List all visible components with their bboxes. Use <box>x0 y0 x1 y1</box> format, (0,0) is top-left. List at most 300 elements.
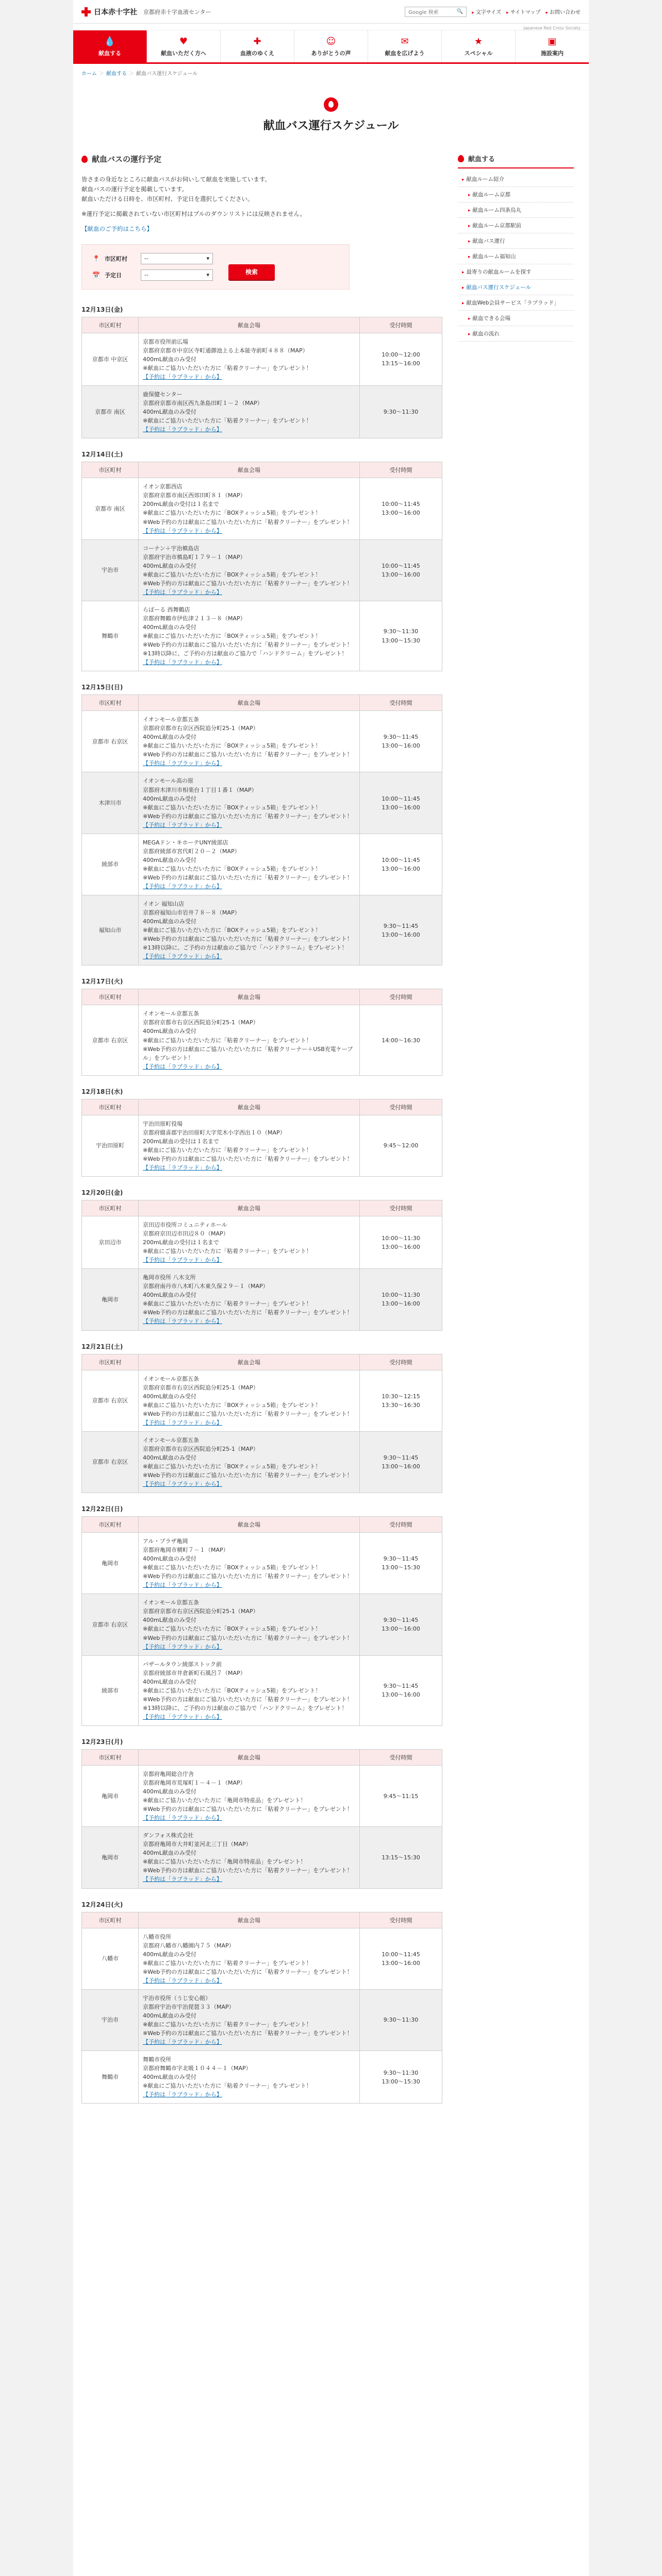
venue-cell <box>139 1005 360 1075</box>
col-header-time: 受付時間 <box>360 1749 442 1765</box>
font-size-link[interactable]: ▸ 文字サイズ <box>472 8 501 15</box>
nav-item-label: スペシャル <box>464 49 493 57</box>
col-header-city: 市区町村 <box>82 989 139 1005</box>
main-column <box>81 154 442 2115</box>
venue-line: イオン 福知山店 <box>143 901 185 908</box>
venue-cell <box>139 386 360 438</box>
address-map-link[interactable]: 京都府宇治市槙島町１７９－１（MAP） <box>143 553 246 561</box>
reservation-link[interactable]: 【予約は「ラブラッド」から】 <box>143 374 222 381</box>
venue-line: ※Web予約の方は献血にご協力いただいた方に「粘着クリーナー」をプレゼント！ <box>143 812 353 820</box>
venue-line: 400mL献血のみ受付 <box>143 795 196 802</box>
address-map-link[interactable]: 京都府京都市右京区西院追分町25-1（MAP） <box>143 1445 259 1452</box>
venue-line: イオンモール京都五条 <box>143 1599 200 1606</box>
bag-icon: ✚ <box>253 36 261 47</box>
venue-cell <box>139 2051 360 2104</box>
col-header-venue: 献血会場 <box>139 1200 360 1216</box>
venue-line: ※献血にご協力いただいた方に「BOXティッシュ5箱」をプレゼント！ <box>143 865 321 872</box>
time-cell <box>360 1005 442 1075</box>
address-map-link[interactable]: 京都府木津川市相楽台１丁目１番１（MAP） <box>143 786 257 793</box>
nav-item-label: 献血を広げよう <box>385 49 425 57</box>
venue-cell <box>139 1269 360 1330</box>
venue-line: ※献血にご協力いただいた方に「BOXティッシュ5箱」をプレゼント！ <box>143 571 321 578</box>
sitemap-link[interactable]: ▸ サイトマップ <box>506 8 540 15</box>
reservation-link[interactable]: 【予約は「ラブラッド」から】 <box>143 1815 222 1822</box>
venue-cell <box>139 1594 360 1655</box>
day-block <box>81 977 442 1075</box>
col-header-venue: 献血会場 <box>139 1749 360 1765</box>
col-header-venue: 献血会場 <box>139 1354 360 1370</box>
time-slot: 9:30〜11:45 <box>383 1454 419 1461</box>
venue-cell <box>139 711 360 772</box>
venue-line: ※献血にご協力いただいた方に「BOXティッシュ5箱」をプレゼント！ <box>143 633 321 640</box>
venue-line: ※献血にご協力いただいた方に「亀岡市特産品」をプレゼント！ <box>143 1797 306 1804</box>
day-block <box>81 450 442 671</box>
time-slot: 9:45〜11:15 <box>383 1792 419 1800</box>
date-select[interactable]: -- ▾ <box>141 269 213 281</box>
time-slot: 9:30〜11:45 <box>383 734 419 741</box>
time-slot: 13:00〜16:00 <box>382 1959 420 1967</box>
schedule-table <box>81 989 442 1075</box>
venue-line: ※Web予約の方は献血にご協力いただいた方に「粘着クリーナー」をプレゼント！ <box>143 1968 353 1975</box>
time-cell <box>360 386 442 438</box>
day-date: 12月13日(金) <box>81 306 123 313</box>
reservation-link[interactable]: 【予約は「ラブラッド」から】 <box>143 1164 222 1171</box>
time-cell <box>360 1269 442 1330</box>
day-date: 12月15日(日) <box>81 684 123 691</box>
city-cell: 亀岡市 <box>82 1765 139 1826</box>
header-utilities <box>405 7 581 17</box>
reservation-link[interactable]: 【予約は「ラブラッド」から】 <box>143 527 222 534</box>
reservation-link[interactable]: 【予約は「ラブラッド」から】 <box>143 1713 222 1720</box>
day-date: 12月24日(火) <box>81 1901 123 1908</box>
address-map-link[interactable]: 京都府亀岡市横町７－１（MAP） <box>143 1547 229 1554</box>
table-row <box>82 711 442 772</box>
table-row <box>82 1928 442 1989</box>
venue-line: ※献血にご協力いただいた方に「BOXティッシュ5箱」をプレゼント！ <box>143 510 321 517</box>
day-date: 12月20日(金) <box>81 1189 123 1196</box>
reservation-link[interactable]: 【予約は「ラブラッド」から】 <box>143 1481 222 1488</box>
venue-line: ※Web予約の方は献血にご協力いただいた方に「粘着クリーナー」をプレゼント！ <box>143 874 353 881</box>
reservation-link[interactable]: 【予約は「ラブラッド」から】 <box>143 1318 222 1325</box>
intro-line: 皆さまの身近なところに献血バスがお伺いして献血を実施しています。 <box>81 176 271 183</box>
table-row <box>82 1115 442 1176</box>
time-slot: 9:30〜11:45 <box>383 1617 419 1624</box>
address-map-link[interactable]: 京都府綴喜郡宇治田原町大字荒木小字西出１０（MAP） <box>143 1129 286 1136</box>
venue-line: 400mL献血のみ受付 <box>143 1028 196 1035</box>
time-slot: 10:00〜11:45 <box>382 562 420 569</box>
col-header-city: 市区町村 <box>82 462 139 478</box>
nav-item-label: 血液のゆくえ <box>240 49 274 57</box>
address-map-link[interactable]: 京都府亀岡市荒塚町１－４－１（MAP） <box>143 1780 246 1786</box>
calendar-icon: 📅 <box>92 271 100 279</box>
venue-line: ※Web予約の方は献血にご協力いただいた方に「粘着クリーナー」をプレゼント！ <box>143 1471 353 1479</box>
schedule <box>81 305 442 2104</box>
time-slot: 9:30〜11:30 <box>383 2016 419 2024</box>
reservation-link[interactable]: 【予約は「ラブラッド」から】 <box>143 821 222 828</box>
location-pin-icon: 📍 <box>92 255 100 262</box>
col-header-venue: 献血会場 <box>139 1099 360 1115</box>
search-button[interactable]: 検索 <box>228 264 275 280</box>
venue-line: 200mL献血の受付は１名まで <box>143 501 219 508</box>
venue-line: 鹿保健センター <box>143 391 183 398</box>
reservation-link[interactable]: 【予約は「ラブラッド」から】 <box>143 2039 222 2046</box>
nav-item-1[interactable] <box>147 30 221 62</box>
time-slot: 13:00〜16:00 <box>382 1691 420 1699</box>
schedule-table <box>81 1099 442 1177</box>
city-filter <box>92 253 213 264</box>
address-map-link[interactable]: 京都府京田辺市田辺８０（MAP） <box>143 1230 229 1238</box>
nav-item-5[interactable] <box>442 30 516 62</box>
venue-line: 400mL献血のみ受付 <box>143 2012 196 2019</box>
time-slot: 10:00〜11:30 <box>382 1292 420 1299</box>
time-slot: 13:00〜16:00 <box>382 1625 420 1633</box>
time-cell <box>360 333 442 385</box>
col-header-time: 受付時間 <box>360 989 442 1005</box>
venue-line: ※Web予約の方は献血にご協力いただいた方に「粘着クリーナー」をプレゼント！ <box>143 751 353 758</box>
venue-cell <box>139 895 360 965</box>
reservation-link[interactable]: 【予約は「ラブラッド」から】 <box>143 1063 222 1070</box>
venue-line: イオンモール京都五条 <box>143 1436 200 1444</box>
time-slot: 9:45〜12:00 <box>383 1142 419 1149</box>
time-cell <box>360 711 442 772</box>
venue-cell <box>139 1989 360 2050</box>
venue-cell <box>139 601 360 671</box>
venue-line: 400mL献血のみ受付 <box>143 1850 196 1857</box>
contact-link[interactable]: ▸ お問い合わせ <box>545 8 581 15</box>
nav-item-0[interactable] <box>73 30 147 62</box>
day-date: 12月14日(土) <box>81 451 123 459</box>
venue-cell <box>139 1370 360 1431</box>
nav-item-4[interactable] <box>368 30 442 62</box>
time-cell <box>360 478 442 539</box>
city-cell: 京都市 右京区 <box>82 1370 139 1431</box>
venue-line: 400mL献血のみ受付 <box>143 856 196 863</box>
day-block <box>81 1342 442 1494</box>
address-map-link[interactable]: 京都府綾部市井倉新町石風呂７（MAP） <box>143 1669 246 1676</box>
day-block <box>81 1737 442 1889</box>
col-header-time: 受付時間 <box>360 1912 442 1928</box>
venue-line: 宇治市役所（うじ安心館） <box>143 1994 211 2002</box>
time-slot: 9:30〜11:45 <box>383 922 419 929</box>
page-title: 献血バス運行スケジュール <box>263 120 399 132</box>
city-cell: 亀岡市 <box>82 1269 139 1330</box>
venue-line: ※Web予約の方は献血にご協力いただいた方に「粘着クリーナー」をプレゼント！ <box>143 1309 353 1316</box>
time-slot: 13:00〜16:00 <box>382 931 420 938</box>
city-cell: 京都市 中京区 <box>82 333 139 385</box>
sidebar-item-4[interactable]: ▸ 献血バス運行 <box>458 233 574 249</box>
search-icon[interactable]: 🔍 <box>456 9 464 14</box>
address-map-link[interactable]: 京都府舞鶴市字北吸１０４４－１（MAP） <box>143 2065 252 2072</box>
time-cell <box>360 2051 442 2104</box>
venue-line: 400mL献血のみ受付 <box>143 1454 196 1461</box>
table-row <box>82 2051 442 2104</box>
venue-line: 400mL献血のみ受付 <box>143 1678 196 1685</box>
time-cell <box>360 1765 442 1826</box>
sidebar-title: 献血する <box>458 154 574 168</box>
address-map-link[interactable]: 京都府京都市右京区西院追分町25-1（MAP） <box>143 725 259 732</box>
venue-cell <box>139 1928 360 1989</box>
reservation-link[interactable]: 【予約は「ラブラッド」から】 <box>143 588 222 596</box>
breadcrumb: ホーム ＞ 献血する ＞ 献血バス運行スケジュール <box>81 71 198 77</box>
address-map-link[interactable]: 京都府京都市南区西九条島田町１－２（MAP） <box>143 400 263 407</box>
venue-line: 400mL献血のみ受付 <box>143 1788 196 1795</box>
venue-line: ダンフォス株式会社 <box>143 1832 194 1839</box>
city-select[interactable]: -- ▾ <box>141 253 213 264</box>
venue-line: ※献血にご協力いただいた方に「粘着クリーナー」をプレゼント！ <box>143 417 312 425</box>
city-cell: 京都市 南区 <box>82 478 139 539</box>
city-cell: 亀岡市 <box>82 1533 139 1594</box>
venue-line: ※献血にご協力いただいた方に「BOXティッシュ5箱」をプレゼント！ <box>143 742 321 750</box>
reservation-link[interactable]: 【予約は「ラブラッド」から】 <box>143 1977 222 1984</box>
venue-line: ※Web予約の方は献血にご協力いただいた方に「粘着クリーナー」をプレゼント！ <box>143 1155 353 1162</box>
venue-line: MEGAドン・キホーテUNY綾部店 <box>143 839 228 846</box>
time-slot: 9:30〜11:45 <box>383 1683 419 1690</box>
nav-item-label: 施設案内 <box>541 49 564 57</box>
table-row <box>82 1594 442 1655</box>
time-slot: 14:00〜16:30 <box>382 1037 420 1044</box>
chevron-down-icon: ▾ <box>206 255 209 262</box>
breadcrumb-home[interactable]: ホーム <box>81 71 97 77</box>
time-slot: 9:30〜11:30 <box>383 2069 419 2076</box>
time-slot: 13:00〜16:00 <box>382 1463 420 1470</box>
reservation-link[interactable]: 【予約は「ラブラッド」から】 <box>143 1643 222 1650</box>
day-block <box>81 305 442 438</box>
address-map-link[interactable]: 京都府舞鶴市伊佐津２１３－８（MAP） <box>143 615 246 622</box>
venue-line: 舞鶴市役所 <box>143 2056 171 2063</box>
nav-item-3[interactable] <box>294 30 368 62</box>
table-row <box>82 1989 442 2050</box>
schedule-table <box>81 694 442 965</box>
venue-line: ※献血にご協力いただいた方に「亀岡市特産品」をプレゼント！ <box>143 1858 306 1866</box>
venue-line: イオンモール京都五条 <box>143 716 200 723</box>
address-map-link[interactable]: 京都府京都市右京区西院追分町25-1（MAP） <box>143 1019 259 1026</box>
nav-item-label: ありがとうの声 <box>311 49 351 57</box>
venue-line: ※献血にご協力いただいた方に「BOXティッシュ5箱」をプレゼント！ <box>143 1463 321 1470</box>
table-row <box>82 1827 442 1888</box>
sidebar-item-7[interactable]: ▸ 献血バス運行スケジュール <box>458 280 574 295</box>
time-slot: 10:00〜11:30 <box>382 1234 420 1242</box>
page <box>73 0 589 2576</box>
day-block <box>81 1504 442 1726</box>
venue-cell <box>139 1765 360 1826</box>
day-block <box>81 1188 442 1331</box>
time-cell <box>360 601 442 671</box>
schedule-table <box>81 462 442 671</box>
venue-cell <box>139 834 360 895</box>
venue-line: ※Web予約の方は献血にご協力いただいた方に「粘着クリーナー」をプレゼント！ <box>143 1573 353 1580</box>
time-slot: 13:00〜15:30 <box>382 1564 420 1571</box>
reservation-link[interactable]: 【予約は「ラブラッド」から】 <box>143 1582 222 1589</box>
venue-cell <box>139 333 360 385</box>
time-slot: 13:15〜15:30 <box>382 1854 420 1861</box>
venue-line: 400mL献血のみ受付 <box>143 355 196 363</box>
drop-icon: 💧 <box>104 36 116 47</box>
address-map-link[interactable]: 京都府宇治市宇治琵琶３３（MAP） <box>143 2003 235 2010</box>
venue-cell <box>139 1827 360 1888</box>
org-name: 日本赤十字社 <box>94 8 137 16</box>
col-header-city: 市区町村 <box>82 1517 139 1533</box>
col-header-time: 受付時間 <box>360 1200 442 1216</box>
time-slot: 13:00〜16:00 <box>382 1243 420 1250</box>
reservation-link[interactable]: 【予約は「ラブラッド」から】 <box>143 760 222 767</box>
sidebar-item-2[interactable]: ▸ 献血ルーム四条烏丸 <box>458 202 574 218</box>
address-map-link[interactable]: 京都府綾部市宮代町２０－２（MAP） <box>143 848 240 855</box>
time-slot: 9:30〜11:30 <box>383 409 419 416</box>
sidebar-item-10[interactable]: ▸ 献血の流れ <box>458 326 574 342</box>
venue-line: 200mL献血の受付は１名まで <box>143 1138 219 1145</box>
search-input[interactable]: Google 検索 🔍 <box>405 7 467 17</box>
venue-line: ※献血にご協力いただいた方に「粘着クリーナー」をプレゼント！ <box>143 1146 312 1154</box>
table-row <box>82 1431 442 1493</box>
address-map-link[interactable]: 京都府八幡市八幡園内７５（MAP） <box>143 1942 235 1949</box>
reservation-link[interactable]: 【予約は「ラブラッド」から】 <box>143 1257 222 1264</box>
day-date: 12月17日(火) <box>81 978 123 986</box>
sidebar-list <box>458 172 574 342</box>
table-row <box>82 895 442 965</box>
date-filter <box>92 269 213 281</box>
time-cell <box>360 895 442 965</box>
sidebar-item-1[interactable]: ▸ 献血ルーム京都 <box>458 187 574 202</box>
day-date: 12月22日(日) <box>81 1505 123 1513</box>
venue-line: 400mL献血のみ受付 <box>143 1617 196 1624</box>
time-slot: 13:00〜16:00 <box>382 1300 420 1308</box>
time-cell <box>360 1989 442 2050</box>
city-cell: 京田辺市 <box>82 1216 139 1268</box>
schedule-table <box>81 1749 442 1889</box>
nav-item-2[interactable] <box>221 30 294 62</box>
address-map-link[interactable]: 京都府南丹市八木町八木東久保２９－１（MAP） <box>143 1283 269 1290</box>
col-header-city: 市区町村 <box>82 1354 139 1370</box>
venue-line: 400mL献血のみ受付 <box>143 1292 196 1299</box>
address-map-link[interactable]: 京都府亀岡市大井町並河北三丁目（MAP） <box>143 1841 252 1848</box>
reservation-link[interactable]: 【予約は「ラブラッド」から】 <box>143 426 222 433</box>
col-header-venue: 献血会場 <box>139 462 360 478</box>
venue-line: 400mL献血のみ受付 <box>143 562 196 569</box>
table-row <box>82 1765 442 1826</box>
venue-line: ※献血にご協力いただいた方に「粘着クリーナー」をプレゼント！ <box>143 364 312 371</box>
sidebar <box>458 154 574 2115</box>
filter-panel <box>81 244 350 290</box>
venue-cell <box>139 478 360 539</box>
venue-line: ※Web予約の方は献血にご協力いただいた方に「粘着クリーナー」をプレゼント！※13時以降に、ご予約の方は献血のご協力で「ハンドクリーム」をプレゼント！ <box>143 1696 353 1711</box>
city-filter-label: 市区町村 <box>105 255 127 262</box>
city-cell: 宇治田原町 <box>82 1115 139 1176</box>
col-header-venue: 献血会場 <box>139 989 360 1005</box>
sidebar-item-0[interactable]: ▸ 献血ルーム紹介 <box>458 172 574 187</box>
city-cell: 舞鶴市 <box>82 2051 139 2104</box>
venue-cell <box>139 539 360 601</box>
reservation-link[interactable]: 【予約は「ラブラッド」から】 <box>143 1419 222 1426</box>
day-date: 12月18日(水) <box>81 1088 123 1095</box>
time-slot: 9:30〜11:30 <box>383 628 419 635</box>
time-cell <box>360 539 442 601</box>
sidebar-item-8[interactable]: ▸ 献血Web会員サービス「ラブラッド」 <box>458 295 574 311</box>
city-cell: 京都市 南区 <box>82 386 139 438</box>
day-block <box>81 1087 442 1177</box>
table-row <box>82 386 442 438</box>
site-header <box>73 0 589 30</box>
time-cell <box>360 1594 442 1655</box>
nav-item-label: 献血いただく方へ <box>161 49 206 57</box>
address-map-link[interactable]: 京都府京都市南区西郊田町８１（MAP） <box>143 492 246 499</box>
drop-icon <box>324 97 338 112</box>
time-cell <box>360 1431 442 1493</box>
venue-line: アル・プラザ亀岡 <box>143 1538 188 1545</box>
venue-line: 八幡市役所 <box>143 1933 171 1940</box>
address-map-link[interactable]: 京都府京都市右京区西院追分町25-1（MAP） <box>143 1608 259 1615</box>
sidebar-item-6[interactable]: ▸ 最寄りの献血ルームを探す <box>458 264 574 280</box>
time-slot: 13:00〜16:00 <box>382 865 420 872</box>
table-row <box>82 539 442 601</box>
nav-item-6[interactable] <box>516 30 589 62</box>
venue-line: ※Web予約の方は献血にご協力いただいた方に「粘着クリーナー」をプレゼント！※13時以降に、ご予約の方は献血のご協力で「ハンドクリーム」をプレゼント！ <box>143 936 353 952</box>
day-date: 12月21日(土) <box>81 1343 123 1350</box>
venue-cell <box>139 1533 360 1594</box>
nav-item-label: 献血する <box>98 49 121 57</box>
time-cell <box>360 1370 442 1431</box>
col-header-venue: 献血会場 <box>139 695 360 711</box>
reservation-link[interactable]: 【予約は「ラブラッド」から】 <box>143 2091 222 2098</box>
logo[interactable] <box>81 7 211 17</box>
address-map-link[interactable]: 京都府福知山市岩井７８－８（MAP） <box>143 909 240 917</box>
col-header-city: 市区町村 <box>82 1912 139 1928</box>
address-map-link[interactable]: 京都府京都市右京区西院追分町25-1（MAP） <box>143 1384 259 1391</box>
venue-line: 400mL献血のみ受付 <box>143 1951 196 1958</box>
col-header-city: 市区町村 <box>82 317 139 333</box>
sidebar-item-5[interactable]: ▸ 献血ルーム福知山 <box>458 249 574 264</box>
date-filter-label: 予定日 <box>105 272 122 279</box>
schedule-table <box>81 317 442 438</box>
venue-line: ※Web予約の方は献血にご協力いただいた方に「粘着クリーナー」をプレゼント！ <box>143 580 353 587</box>
table-row <box>82 834 442 895</box>
sidebar-item-9[interactable]: ▸ 献血できる会場 <box>458 311 574 326</box>
venue-line: イオンモール京都五条 <box>143 1010 200 1018</box>
city-cell: 宇治市 <box>82 1989 139 2050</box>
reservation-link[interactable]: 【予約は「ラブラッド」から】 <box>143 659 222 666</box>
venue-line: 400mL献血のみ受付 <box>143 623 196 631</box>
section-title: 献血バスの運行予定 <box>81 154 442 164</box>
reservation-link[interactable]: 【予約は「ラブラッド」から】 <box>143 953 222 960</box>
venue-line: ※献血にご協力いただいた方に「粘着クリーナー」をプレゼント！ <box>143 1248 312 1255</box>
address-map-link[interactable]: 京都府京都市中京区寺町通御池上る上本能寺前町４８８（MAP） <box>143 347 308 354</box>
time-cell <box>360 772 442 834</box>
smile-icon: ☺ <box>326 36 336 47</box>
col-header-city: 市区町村 <box>82 695 139 711</box>
venue-line: ※献血にご協力いただいた方に「BOXティッシュ5箱」をプレゼント！ <box>143 804 321 811</box>
time-cell <box>360 1216 442 1268</box>
reservation-link[interactable]: 【予約は「ラブラッド」から】 <box>143 1876 222 1883</box>
venue-line: イオンモール京都五条 <box>143 1375 200 1382</box>
center-name: 京都府赤十字血液センター <box>143 8 211 15</box>
table-row <box>82 601 442 671</box>
sidebar-item-3[interactable]: ▸ 献血ルーム京都駅前 <box>458 218 574 233</box>
venue-line: 400mL献血のみ受付 <box>143 1555 196 1563</box>
time-slot: 13:00〜16:00 <box>382 510 420 517</box>
venue-line: ※献血にご協力いただいた方に「BOXティッシュ5箱」をプレゼント！ <box>143 927 321 934</box>
megaphone-icon: ✉ <box>401 36 409 47</box>
city-cell: 綾部市 <box>82 834 139 895</box>
venue-line: ※Web予約の方は献血にご協力いただいた方に「粘着クリーナー」をプレゼント！ <box>143 1410 353 1417</box>
reservation-link[interactable]: 【予約は「ラブラッド」から】 <box>143 883 222 890</box>
city-cell: 亀岡市 <box>82 1827 139 1888</box>
breadcrumb-donate[interactable]: 献血する <box>106 71 127 77</box>
city-cell: 京都市 右京区 <box>82 1594 139 1655</box>
venue-cell <box>139 1655 360 1725</box>
table-row <box>82 1005 442 1075</box>
table-row <box>82 1370 442 1431</box>
venue-line: ※献血にご協力いただいた方に「BOXティッシュ5箱」をプレゼント！ <box>143 1564 321 1571</box>
reservation-link[interactable]: 【献血のご予約はこちら】 <box>81 225 153 232</box>
